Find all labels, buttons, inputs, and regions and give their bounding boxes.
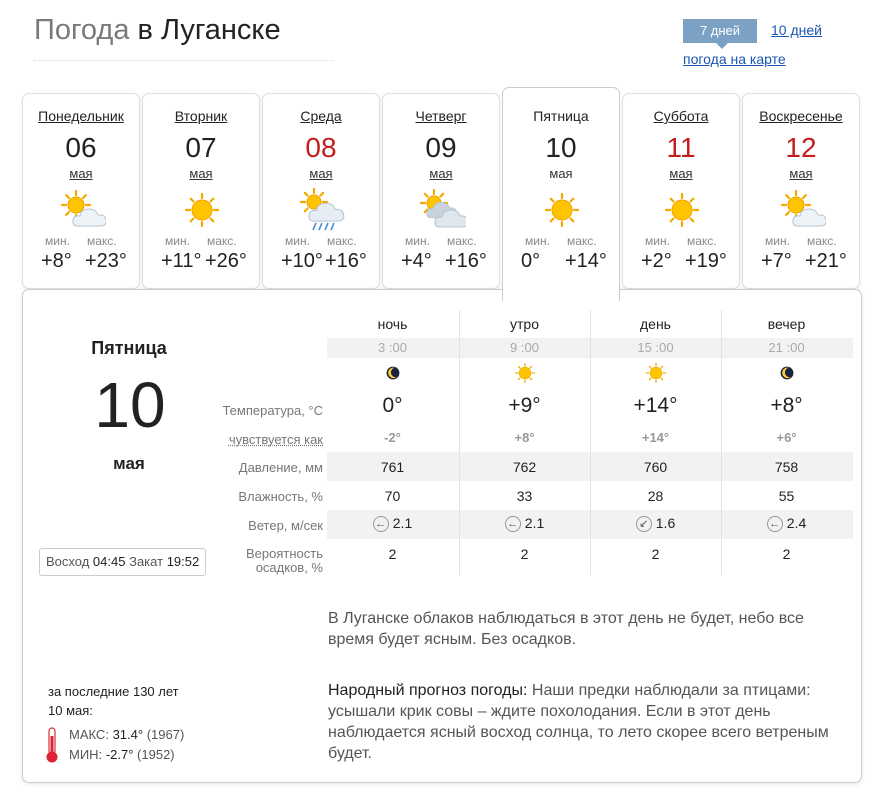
- partly-cloudy-icon: [58, 188, 106, 232]
- wind-direction-icon: ←: [505, 516, 521, 532]
- detail-day-name: Пятница: [91, 338, 167, 358]
- max-temp: +16°: [325, 250, 367, 272]
- sunrise-sunset-box: [39, 548, 206, 576]
- day-month: мая: [669, 166, 693, 181]
- wind-direction-icon: ←: [373, 516, 389, 532]
- wind-speed: 2.1: [392, 515, 413, 531]
- ten-days-link[interactable]: 10 дней: [771, 22, 822, 38]
- min-label: мин.: [165, 234, 190, 248]
- day-tab-06[interactable]: [22, 93, 140, 289]
- max-temp: +23°: [85, 250, 127, 272]
- period-precip: 2: [651, 546, 660, 562]
- history-max-value: 31.4°: [112, 727, 144, 742]
- min-label: мин.: [765, 234, 790, 248]
- day-month: мая: [309, 166, 333, 181]
- period-humidity: 70: [384, 488, 401, 504]
- day-month: мая: [789, 166, 813, 181]
- day-tab-11[interactable]: [622, 93, 740, 289]
- day-tab-09[interactable]: [382, 93, 500, 289]
- period-time: 3 :00: [378, 340, 407, 355]
- max-temp: +26°: [205, 250, 247, 272]
- max-temp: +21°: [805, 250, 847, 272]
- history-max-year: (1967): [146, 727, 185, 742]
- day-detail-panel: [22, 289, 862, 783]
- humidity-row-label: Влажность, %: [238, 489, 323, 504]
- period-feels-like: +8°: [514, 430, 535, 445]
- day-name: Пятница: [533, 108, 589, 124]
- history-max: [69, 727, 184, 742]
- period-feels-like: -2°: [384, 430, 401, 445]
- wind-row-label: Ветер, м/сек: [248, 518, 323, 533]
- max-label: макс.: [87, 234, 117, 248]
- page-title: [34, 14, 281, 47]
- min-temp: +4°: [401, 250, 432, 272]
- partly-cloudy-icon: [778, 188, 826, 232]
- period-pressure: 758: [774, 459, 799, 475]
- temp-row-label: Температура, °C: [222, 403, 323, 418]
- min-temp: +10°: [281, 250, 323, 272]
- min-label: мин.: [645, 234, 670, 248]
- min-temp: +8°: [41, 250, 72, 272]
- max-label: макс.: [207, 234, 237, 248]
- title-city: в Луганске: [137, 14, 281, 46]
- day-name: Понедельник: [38, 108, 124, 124]
- day-description: В Луганске облаков наблюдаться в этот день не будет, небо все время будет ясным. Без осадков.: [328, 610, 804, 648]
- pressure-row-label: Давление, мм: [238, 460, 323, 475]
- min-label: мин.: [405, 234, 430, 248]
- min-label: мин.: [285, 234, 310, 248]
- feels-like-label[interactable]: чувствуется как: [228, 432, 323, 447]
- min-label: мин.: [45, 234, 70, 248]
- day-number: 12: [785, 132, 817, 163]
- wind-direction-icon: ↙: [636, 516, 652, 532]
- sunrise-label: Восход: [46, 554, 90, 569]
- day-name: Суббота: [653, 108, 709, 124]
- folk-text: Наши предки наблюдали за птицами: усышали крик совы – ждите похолодания. Если в этот день наблюдается ясный восход солнца, то лето скорее всего ветреным будет.: [328, 682, 829, 762]
- history-min-year: (1952): [137, 747, 175, 762]
- period-pressure: 761: [380, 459, 405, 475]
- day-tab-10[interactable]: [502, 87, 620, 301]
- sun-icon: [658, 188, 706, 232]
- day-number: 07: [185, 132, 217, 163]
- sun-icon: [459, 360, 590, 391]
- period-precip: 2: [388, 546, 397, 562]
- day-month: мая: [549, 166, 573, 181]
- day-name: Четверг: [415, 108, 467, 124]
- seven-days-button[interactable]: 7 дней: [683, 19, 757, 43]
- days-strip: [22, 93, 862, 293]
- max-label: макс.: [807, 234, 837, 248]
- period-pressure: 762: [512, 459, 537, 475]
- period-temp: +8°: [770, 394, 803, 417]
- folk-forecast: [328, 680, 853, 764]
- max-temp: +16°: [445, 250, 487, 272]
- max-label: макс.: [567, 234, 597, 248]
- wind-direction-icon: ←: [767, 516, 783, 532]
- detail-month: мая: [113, 454, 145, 473]
- max-label: макс.: [447, 234, 477, 248]
- day-name: Среда: [300, 108, 342, 124]
- day-name: Вторник: [174, 108, 228, 124]
- period-feels-like: +14°: [641, 430, 670, 445]
- day-name: Воскресенье: [759, 108, 843, 124]
- period-wind: [459, 515, 590, 532]
- period-humidity: 55: [778, 488, 795, 504]
- period-time: 15 :00: [637, 340, 674, 355]
- sun-icon: [590, 360, 721, 391]
- day-number: 08: [305, 132, 337, 163]
- min-label: мин.: [525, 234, 550, 248]
- detail-day-number: 10: [94, 369, 166, 441]
- title-underline: [34, 60, 334, 61]
- max-temp: +14°: [565, 250, 607, 272]
- period-wind: [590, 515, 721, 532]
- period-precip: 2: [520, 546, 529, 562]
- period-humidity: 33: [516, 488, 533, 504]
- history-min-label: МИН:: [69, 747, 103, 762]
- precip-row-label: [203, 547, 323, 575]
- period-name: вечер: [767, 316, 806, 332]
- day-month: мая: [429, 166, 453, 181]
- sunrise-time: 04:45: [92, 554, 126, 569]
- period-pressure: 760: [643, 459, 668, 475]
- day-tab-12[interactable]: [742, 93, 860, 289]
- period-wind: [327, 515, 458, 532]
- period-name: ночь: [377, 316, 408, 332]
- folk-title: Народный прогноз погоды:: [328, 682, 528, 699]
- day-tab-07[interactable]: [142, 93, 260, 289]
- title-part1: Погода: [34, 14, 130, 46]
- day-month: мая: [69, 166, 93, 181]
- wind-speed: 2.4: [786, 515, 807, 531]
- period-humidity: 28: [647, 488, 664, 504]
- period-time: 21 :00: [768, 340, 805, 355]
- period-feels-like: +6°: [776, 430, 797, 445]
- cloudy-icon: [418, 188, 466, 232]
- max-label: макс.: [327, 234, 357, 248]
- period-name: утро: [510, 316, 539, 332]
- day-number: 11: [666, 132, 696, 163]
- min-temp: +11°: [161, 250, 202, 272]
- min-temp: +2°: [641, 250, 672, 272]
- max-temp: +19°: [685, 250, 727, 272]
- wind-speed: 1.6: [655, 515, 676, 531]
- sun-icon: [538, 188, 586, 232]
- history-min-value: -2.7°: [105, 747, 134, 762]
- thermometer-icon: [45, 726, 59, 764]
- sunset-time: 19:52: [166, 554, 200, 569]
- min-temp: 0°: [521, 250, 541, 272]
- history-min: [69, 747, 175, 762]
- day-number: 09: [425, 132, 457, 163]
- period-wind: [721, 515, 852, 532]
- sun-icon: [178, 188, 226, 232]
- day-number: 06: [65, 132, 97, 163]
- moon-icon: [327, 360, 458, 391]
- wind-speed: 2.1: [524, 515, 545, 531]
- cloud-rain-icon: [298, 188, 346, 232]
- min-temp: +7°: [761, 250, 792, 272]
- day-number: 10: [545, 132, 577, 163]
- period-temp: +14°: [633, 394, 678, 417]
- precip-label-line1: Вероятность: [246, 546, 323, 561]
- day-month: мая: [189, 166, 213, 181]
- moon-icon: [721, 360, 852, 391]
- history-line2: 10 мая:: [48, 703, 93, 718]
- period-temp: +9°: [508, 394, 541, 417]
- sunset-label: Закат: [129, 554, 164, 569]
- max-label: макс.: [687, 234, 717, 248]
- history-max-label: МАКС:: [69, 727, 109, 742]
- history-caption: [48, 682, 218, 720]
- period-name: день: [640, 316, 671, 332]
- period-time: 9 :00: [510, 340, 539, 355]
- map-link[interactable]: погода на карте: [683, 51, 786, 67]
- precip-label-line2: осадков, %: [255, 560, 323, 575]
- period-precip: 2: [782, 546, 791, 562]
- period-temp: 0°: [382, 394, 403, 417]
- day-tab-08[interactable]: [262, 93, 380, 289]
- history-line1: за последние 130 лет: [48, 684, 179, 699]
